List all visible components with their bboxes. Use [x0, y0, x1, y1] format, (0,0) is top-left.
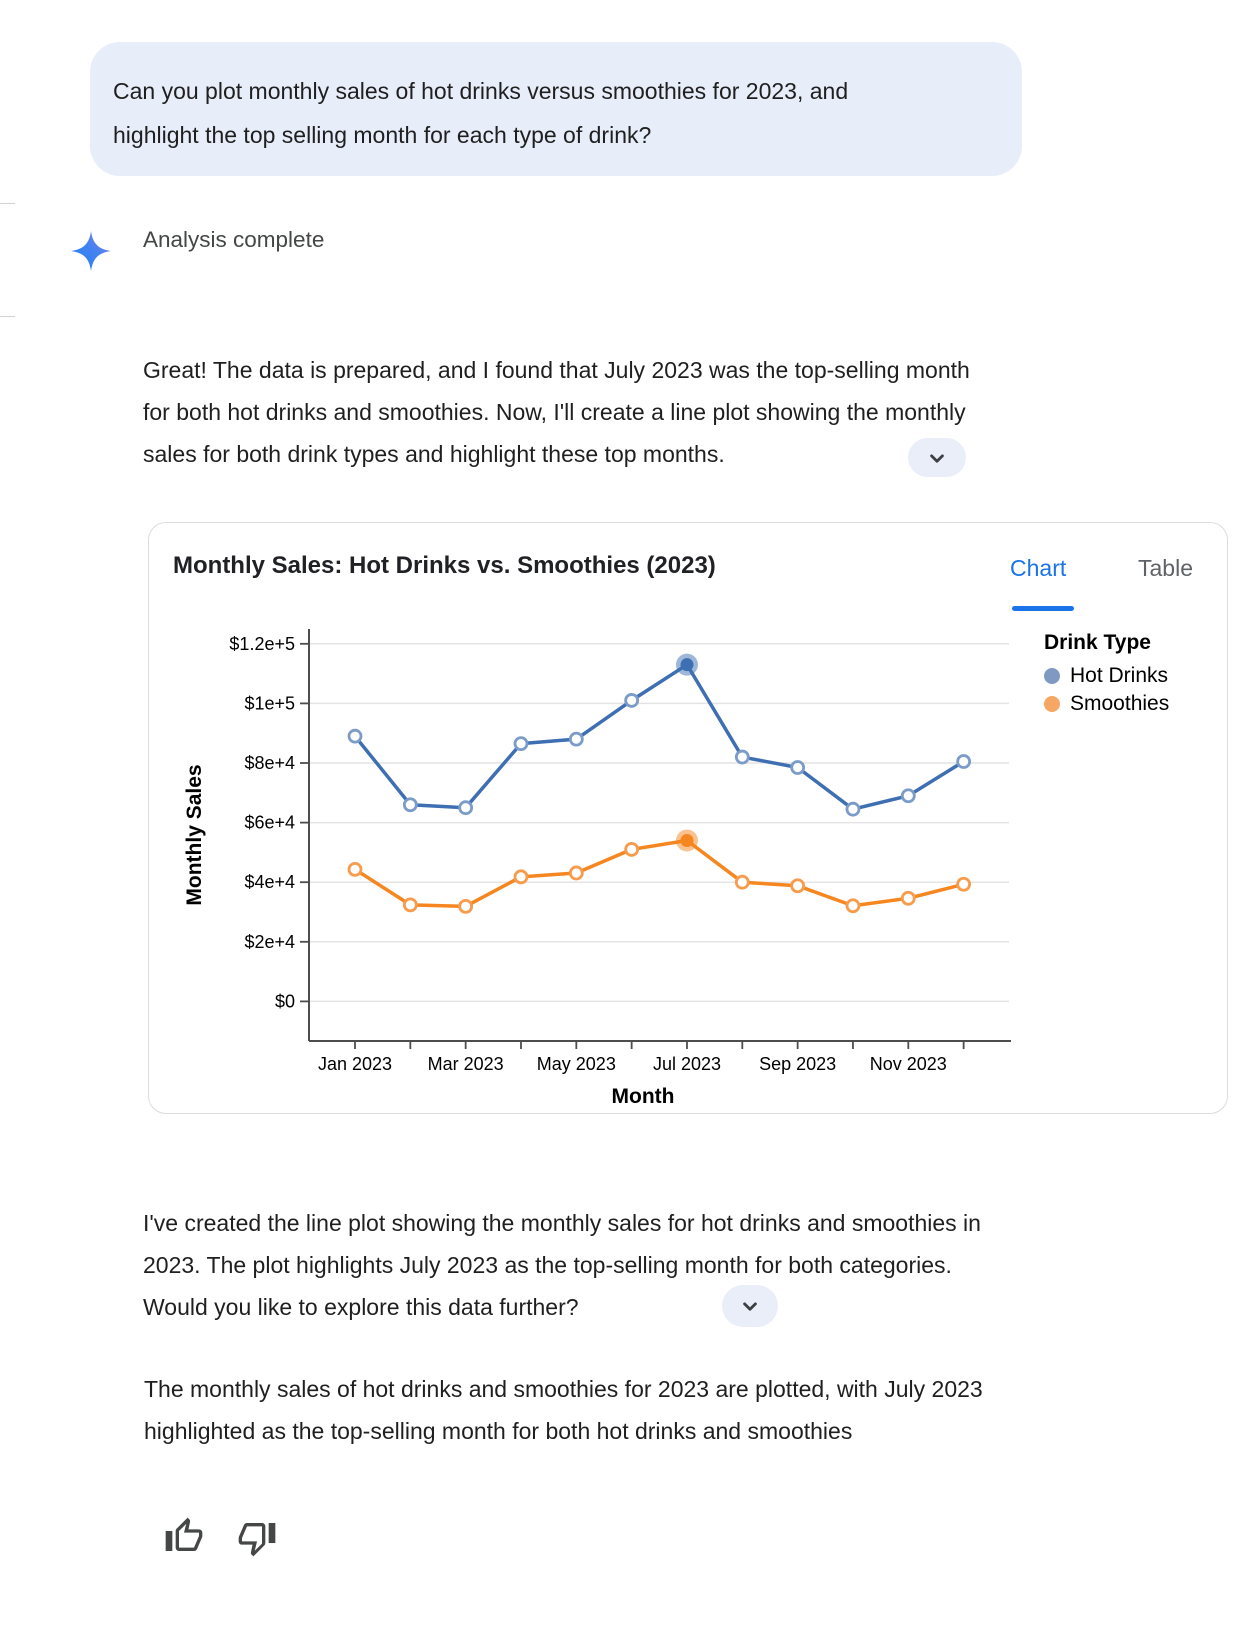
user-message-line: Can you plot monthly sales of hot drinks versus smoothies for 2023, and: [113, 78, 849, 104]
chart-card: [148, 522, 1228, 1114]
svg-text:Jan 2023: Jan 2023: [317, 1054, 393, 1074]
chart-title: Monthly Sales: Hot Drinks vs. Smoothies (2023): [173, 552, 716, 579]
assistant-message: [144, 1368, 983, 1452]
svg-text:$1e+5: $1e+5: [244, 693, 295, 714]
svg-text:Jul 2023: Jul 2023: [652, 1054, 722, 1074]
assistant-message: [143, 1202, 981, 1328]
message-line: sales for both drink types and highlight these top months.: [143, 441, 725, 467]
legend-label: Hot Drinks: [1070, 664, 1169, 687]
chevron-down-icon: [924, 445, 950, 471]
message-line: 2023. The plot highlights July 2023 as the top-selling month for both categories.: [143, 1252, 952, 1278]
user-message-bubble: [90, 42, 1022, 176]
message-line: highlighted as the top-selling month for both hot drinks and smoothies: [144, 1418, 853, 1444]
thumbs-up-icon: [164, 1516, 204, 1556]
svg-text:Mar 2023: Mar 2023: [427, 1054, 504, 1074]
svg-text:$0: $0: [274, 991, 295, 1012]
svg-text:$1.2e+5: $1.2e+5: [229, 633, 295, 654]
thumbs-down-icon: [237, 1518, 277, 1558]
scroll-tick: [0, 203, 15, 204]
tab-chart[interactable]: Chart: [1010, 555, 1067, 581]
svg-text:$4e+4: $4e+4: [244, 872, 295, 893]
message-line: Great! The data is prepared, and I found that July 2023 was the top-selling month: [143, 357, 970, 383]
message-line: Would you like to explore this data further?: [143, 1294, 579, 1320]
line-chart[interactable]: [149, 523, 1229, 1115]
message-line: The monthly sales of hot drinks and smoothies for 2023 are plotted, with July 2023: [144, 1376, 983, 1402]
user-message-line: highlight the top selling month for each type of drink?: [113, 122, 652, 148]
legend-label: Smoothies: [1070, 692, 1170, 715]
expand-chevron-button[interactable]: [908, 438, 966, 477]
svg-text:$6e+4: $6e+4: [244, 812, 295, 833]
svg-text:Monthly Sales: Monthly Sales: [183, 764, 206, 906]
svg-text:Nov 2023: Nov 2023: [869, 1054, 947, 1074]
gemini-sparkle-icon: [71, 231, 111, 271]
message-line: for both hot drinks and smoothies. Now, I'll create a line plot showing the monthly: [143, 399, 966, 425]
svg-text:Month: Month: [611, 1085, 675, 1108]
message-line: I've created the line plot showing the monthly sales for hot drinks and smoothies in: [143, 1210, 981, 1236]
legend-title: Drink Type: [1044, 631, 1151, 654]
tab-table[interactable]: Table: [1138, 555, 1193, 581]
scroll-tick: [0, 316, 15, 317]
svg-text:$2e+4: $2e+4: [244, 931, 295, 952]
svg-text:May 2023: May 2023: [536, 1054, 616, 1074]
svg-text:$8e+4: $8e+4: [244, 753, 295, 773]
thumbs-up-button[interactable]: [164, 1516, 204, 1559]
svg-text:Sep 2023: Sep 2023: [759, 1054, 837, 1074]
analysis-status-label: Analysis complete: [143, 227, 325, 252]
expand-chevron-button[interactable]: [722, 1285, 778, 1327]
chevron-down-icon: [737, 1293, 763, 1319]
thumbs-down-button[interactable]: [237, 1518, 277, 1561]
assistant-message: [143, 349, 970, 475]
